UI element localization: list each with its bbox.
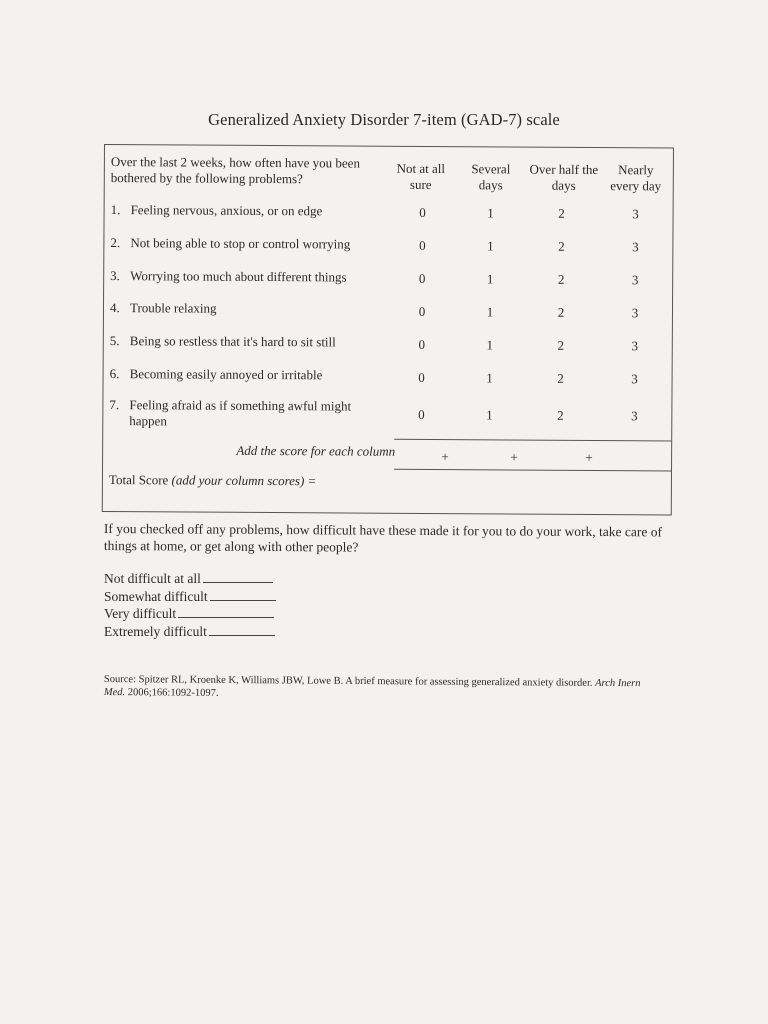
item-number: 4.	[109, 300, 120, 316]
score-option[interactable]: 0	[418, 406, 425, 422]
option-label: Somewhat difficult	[104, 588, 208, 604]
difficulty-question: If you checked off any problems, how difficult have these made it for you to do your work, take care of things at home, or get along with other people?	[103, 521, 663, 555]
item-7	[109, 397, 351, 430]
score-option[interactable]: 1	[487, 205, 494, 221]
option-label: Very difficult	[104, 606, 177, 621]
score-option[interactable]: 3	[632, 239, 639, 255]
source-journal: Arch Inern Med.	[103, 677, 641, 699]
column-total-rule	[394, 439, 671, 442]
score-option[interactable]: 0	[418, 270, 426, 286]
score-option[interactable]: 1	[486, 370, 493, 386]
source-text: Source: Spitzer RL, Kroenke K, Williams JBW, Lowe B. A brief measure for assessing generalized anxiety disorder.	[103, 673, 593, 689]
score-option[interactable]: 2	[557, 304, 565, 320]
difficulty-options	[104, 570, 276, 640]
item-number: 6.	[109, 366, 120, 382]
score-option[interactable]: 0	[418, 369, 425, 385]
score-option[interactable]: 2	[557, 271, 565, 287]
item-4	[110, 300, 217, 317]
column-header-several-days: Several days	[471, 161, 511, 193]
item-5	[110, 333, 336, 350]
gad7-table	[102, 144, 674, 515]
score-option[interactable]: 2	[557, 337, 565, 353]
item-number: 3.	[110, 268, 120, 284]
page-title: Generalized Anxiety Disorder 7-item (GAD-7) scale	[208, 110, 560, 129]
score-option[interactable]: 2	[558, 205, 565, 221]
item-text-continued: happen	[129, 413, 167, 429]
score-option[interactable]: 1	[486, 304, 494, 320]
item-number: 7.	[109, 397, 120, 413]
total-score-instruction: (add your column scores) =	[171, 472, 317, 489]
option-label: Not difficult at all	[104, 571, 201, 586]
score-option[interactable]: 3	[631, 305, 639, 321]
item-text: Trouble relaxing	[129, 300, 217, 316]
source-reference: 2006;166:1092-1097.	[127, 687, 219, 699]
item-text: Feeling afraid as if something awful might	[129, 397, 352, 414]
score-option[interactable]: 2	[557, 407, 564, 423]
difficulty-option-extremely	[104, 623, 276, 641]
total-score-rule	[394, 469, 671, 472]
plus-sign: +	[510, 449, 518, 465]
answer-blank[interactable]	[209, 623, 275, 636]
score-option[interactable]: 1	[487, 238, 494, 254]
score-option[interactable]: 3	[631, 272, 639, 288]
item-text: Worrying too much about different things	[130, 268, 347, 285]
difficulty-option-very	[104, 605, 276, 623]
item-number: 2.	[110, 235, 121, 251]
score-option[interactable]: 2	[557, 370, 564, 386]
item-text: Becoming easily annoyed or irritable	[129, 366, 323, 383]
difficulty-option-not	[104, 570, 276, 588]
item-6	[110, 366, 323, 383]
add-scores-label: Add the score for each column	[236, 442, 396, 459]
score-option[interactable]: 1	[486, 407, 493, 423]
item-1	[111, 202, 323, 219]
item-number: 1.	[110, 202, 121, 218]
item-text: Being so restless that it's hard to sit still	[129, 333, 336, 350]
score-option[interactable]: 3	[631, 408, 638, 424]
source-citation	[104, 673, 644, 703]
score-option[interactable]: 3	[631, 371, 638, 387]
item-text: Not being able to stop or control worrying	[130, 235, 351, 252]
score-option[interactable]: 2	[558, 238, 565, 254]
item-3	[110, 268, 347, 285]
answer-blank[interactable]	[210, 588, 276, 601]
score-option[interactable]: 3	[631, 338, 639, 354]
score-option[interactable]: 1	[486, 337, 494, 353]
column-header-over-half: Over half the days	[529, 161, 599, 193]
header-question: Over the last 2 weeks, how often have you been bothered by the following problems?	[110, 154, 361, 187]
score-option[interactable]: 3	[632, 206, 639, 222]
difficulty-option-somewhat	[104, 588, 276, 606]
total-score-label: Total Score	[108, 472, 169, 488]
item-number: 5.	[109, 333, 120, 349]
plus-sign: +	[441, 449, 449, 465]
score-option[interactable]: 0	[419, 204, 426, 220]
item-text: Feeling nervous, anxious, or on edge	[130, 202, 323, 219]
score-option[interactable]: 0	[418, 336, 426, 352]
total-score	[109, 472, 317, 489]
answer-blank[interactable]	[178, 605, 274, 618]
score-option[interactable]: 0	[418, 303, 426, 319]
column-header-not-at-all: Not at all sure	[396, 160, 446, 193]
plus-sign: +	[585, 449, 593, 465]
answer-blank[interactable]	[203, 570, 273, 583]
column-header-nearly-every-day: Nearly every day	[610, 162, 662, 194]
option-label: Extremely difficult	[104, 623, 207, 639]
score-option[interactable]: 0	[419, 237, 426, 253]
item-2	[110, 235, 350, 252]
score-option[interactable]: 1	[486, 271, 494, 287]
